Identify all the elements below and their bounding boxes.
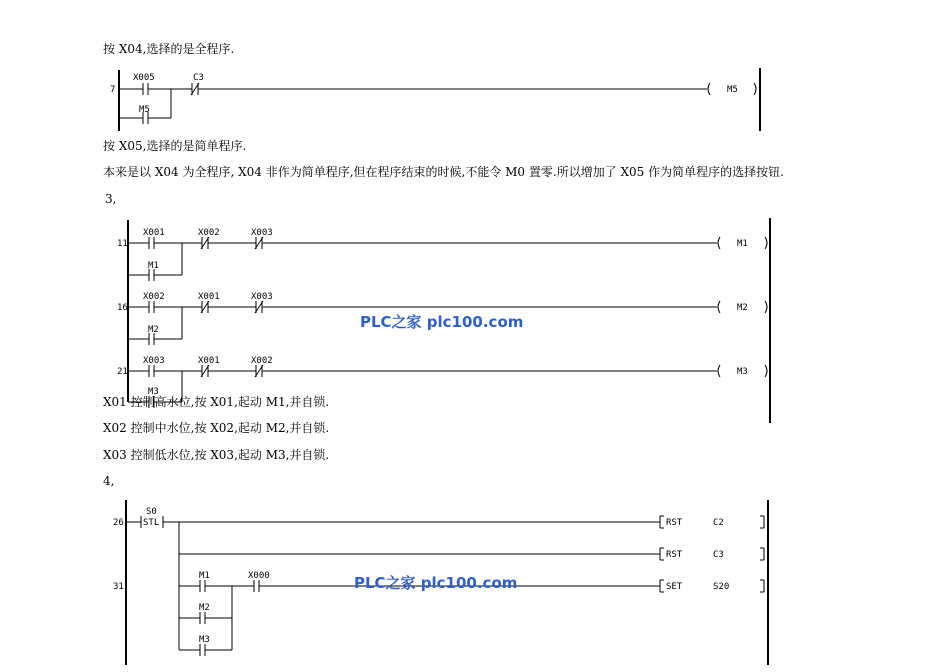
coil-label: M3 bbox=[737, 367, 748, 377]
contact-label: X002 bbox=[198, 228, 220, 238]
stl-label: STL bbox=[143, 518, 160, 528]
section-number: 3, bbox=[105, 192, 117, 206]
step-number: 26 bbox=[113, 518, 124, 528]
contact-label: X002 bbox=[143, 292, 165, 302]
coil-label: M2 bbox=[737, 303, 748, 313]
contact-label: M2 bbox=[199, 603, 210, 613]
step-number: 7 bbox=[110, 85, 116, 95]
instruction-op: RST bbox=[666, 550, 683, 560]
instruction-arg: C2 bbox=[713, 518, 724, 528]
watermark: PLC之家 plc100.com bbox=[360, 313, 524, 331]
watermark: PLC之家 plc100.com bbox=[354, 574, 518, 592]
text-paragraph: 本来是以 X04 为全程序, X04 非作为简单程序,但在程序结束的时候,不能令 M0 置零.所以增加了 X05 作为简单程序的选择按钮. bbox=[103, 165, 784, 179]
contact-label: M3 bbox=[148, 387, 159, 397]
contact-label: X005 bbox=[133, 73, 155, 83]
contact-label: X003 bbox=[143, 356, 165, 366]
step-number: 16 bbox=[117, 303, 128, 313]
step-number: 31 bbox=[113, 582, 124, 592]
contact-label: X003 bbox=[251, 228, 273, 238]
instruction-op: RST bbox=[666, 518, 683, 528]
contact-label: X001 bbox=[143, 228, 165, 238]
text-paragraph: 按 X05,选择的是简单程序. bbox=[103, 139, 247, 153]
contact-label: M2 bbox=[148, 325, 159, 335]
instruction-arg: C3 bbox=[713, 550, 724, 560]
contact-label: X003 bbox=[251, 292, 273, 302]
contact-label: M3 bbox=[199, 635, 210, 645]
instruction-arg: S20 bbox=[713, 582, 730, 592]
stl-step-label: S0 bbox=[146, 507, 157, 517]
text-paragraph: 按 X04,选择的是全程序. bbox=[103, 42, 235, 56]
text-paragraph: X02 控制中水位,按 X02,起动 M2,并自锁. bbox=[103, 421, 330, 435]
instruction-op: SET bbox=[666, 582, 683, 592]
text-paragraph: X01 控制高水位,按 X01,起动 M1,并自锁. bbox=[103, 395, 330, 409]
text-paragraph: X03 控制低水位,按 X03,起动 M3,并自锁. bbox=[103, 448, 330, 462]
section-number: 4, bbox=[103, 474, 115, 488]
step-number: 21 bbox=[117, 367, 128, 377]
contact-label: X002 bbox=[251, 356, 273, 366]
contact-label: M1 bbox=[199, 571, 210, 581]
contact-label: C3 bbox=[193, 73, 204, 83]
contact-label: X001 bbox=[198, 292, 220, 302]
contact-label: X001 bbox=[198, 356, 220, 366]
step-number: 11 bbox=[117, 239, 128, 249]
contact-label: M5 bbox=[139, 105, 150, 115]
coil-label: M1 bbox=[737, 239, 748, 249]
contact-label: X000 bbox=[248, 571, 270, 581]
contact-label: M1 bbox=[148, 261, 159, 271]
coil-label: M5 bbox=[727, 85, 738, 95]
